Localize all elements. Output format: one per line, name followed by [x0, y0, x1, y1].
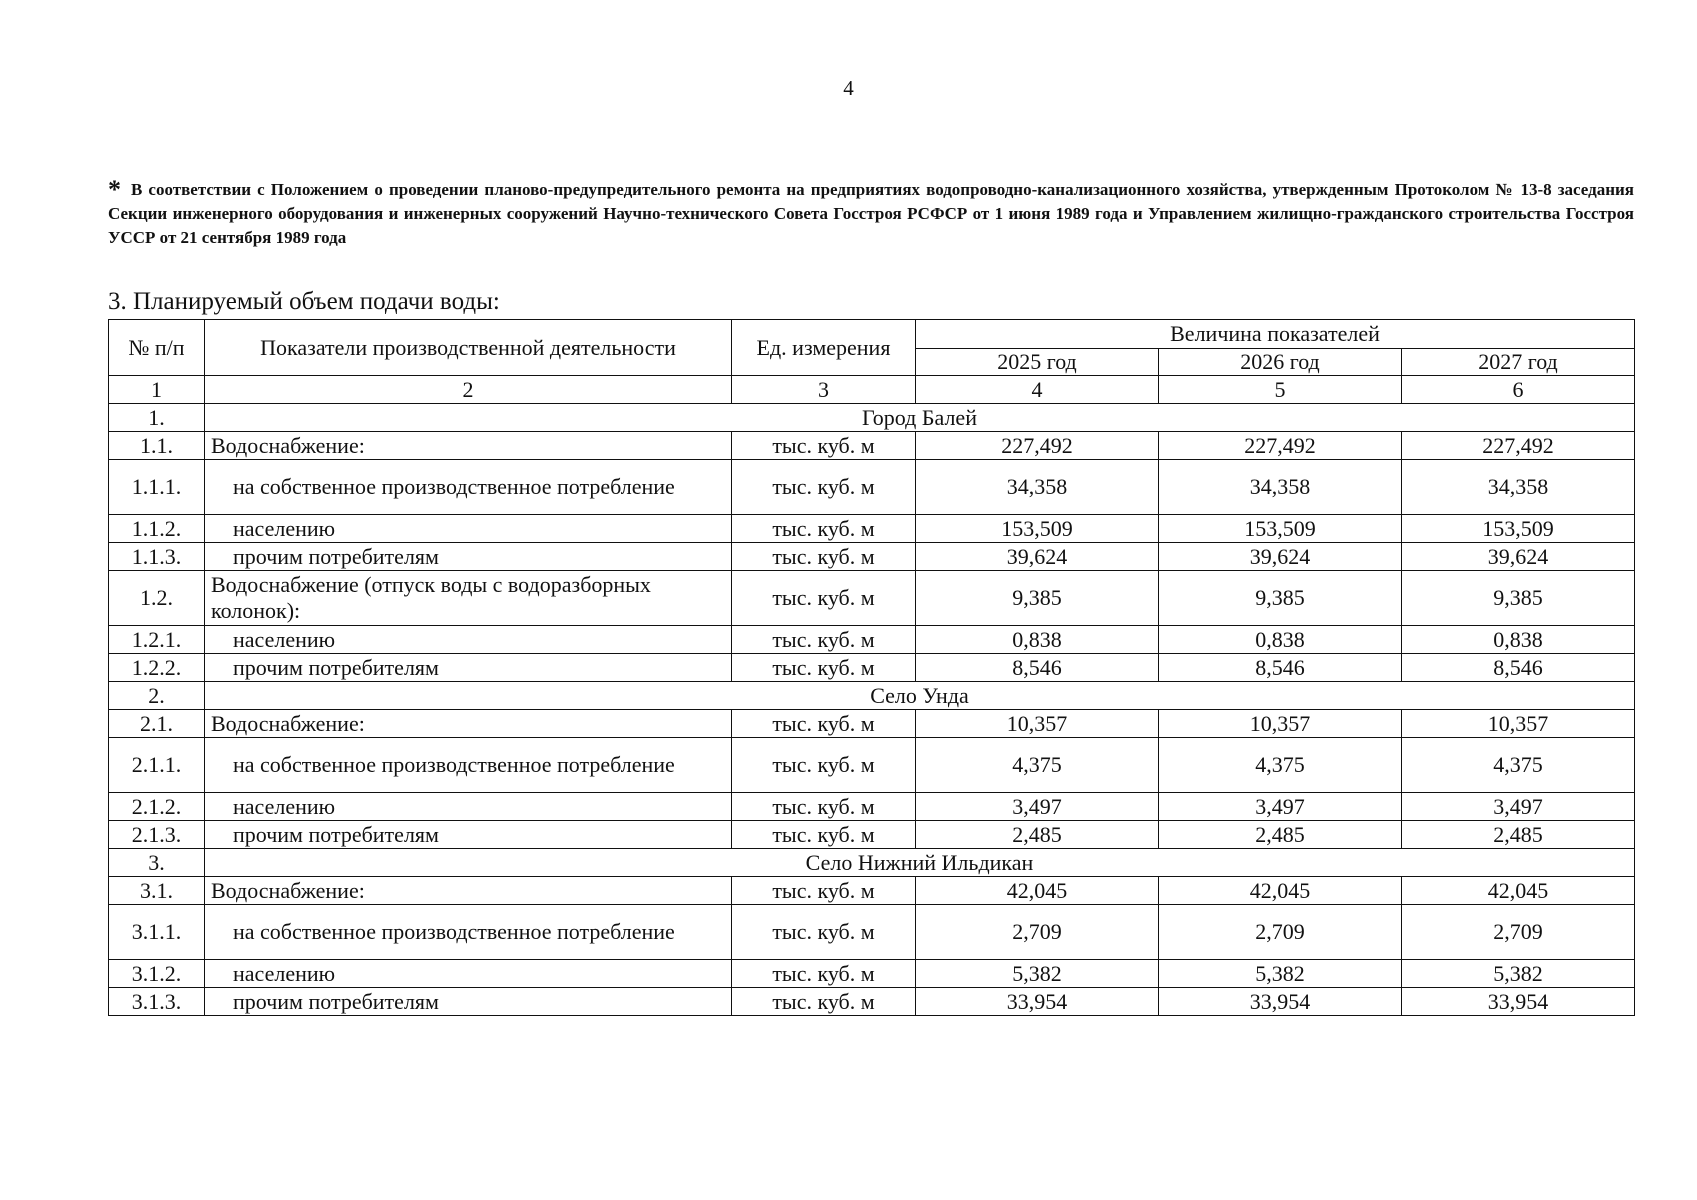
row-value-2025: 153,509	[916, 515, 1159, 543]
row-indicator: на собственное производственное потребление	[205, 905, 732, 960]
row-indicator: на собственное производственное потребление	[205, 738, 732, 793]
row-value-2026: 33,954	[1159, 988, 1402, 1016]
row-value-2026: 153,509	[1159, 515, 1402, 543]
header-indicator: Показатели производственной деятельности	[205, 320, 732, 376]
row-number: 1.1.	[109, 432, 205, 460]
row-value-2025: 5,382	[916, 960, 1159, 988]
row-value-2027: 39,624	[1402, 543, 1635, 571]
group-number: 1.	[109, 404, 205, 432]
header-unit: Ед. измерения	[732, 320, 916, 376]
row-value-2027: 3,497	[1402, 793, 1635, 821]
row-value-2026: 42,045	[1159, 877, 1402, 905]
column-number: 5	[1159, 376, 1402, 404]
row-value-2026: 2,485	[1159, 821, 1402, 849]
footnote-text: В соответствии с Положением о проведении планово-предупредительного ремонта на предприятиях водопроводно-канализационного хозяйства, утвержденным Протоколом № 13-8 заседания Секции инженерного оборудования и инженерных сооружений Научно-технического Совета Госстроя РСФСР от 1 июня 1989 года и Управлением жилищно-гражданского строительства Госстроя УССР от 21 сентября 1989 года	[108, 180, 1634, 247]
row-value-2025: 2,709	[916, 905, 1159, 960]
row-value-2027: 153,509	[1402, 515, 1635, 543]
row-number: 1.2.	[109, 571, 205, 626]
header-num: № п/п	[109, 320, 205, 376]
row-unit: тыс. куб. м	[732, 432, 916, 460]
row-number: 1.1.2.	[109, 515, 205, 543]
column-number: 2	[205, 376, 732, 404]
footnote-star: *	[108, 175, 121, 204]
table-row	[109, 515, 1635, 543]
section-title: 3. Планируемый объем подачи воды:	[108, 288, 500, 315]
column-number: 3	[732, 376, 916, 404]
header-values-group: Величина показателей	[916, 320, 1635, 349]
header-year-2026: 2026 год	[1159, 349, 1402, 376]
table-row	[109, 626, 1635, 654]
row-value-2027: 227,492	[1402, 432, 1635, 460]
row-indicator: Водоснабжение:	[205, 877, 732, 905]
column-number: 6	[1402, 376, 1635, 404]
row-value-2027: 42,045	[1402, 877, 1635, 905]
row-value-2026: 3,497	[1159, 793, 1402, 821]
row-value-2026: 8,546	[1159, 654, 1402, 682]
row-value-2025: 42,045	[916, 877, 1159, 905]
row-value-2025: 33,954	[916, 988, 1159, 1016]
row-value-2025: 4,375	[916, 738, 1159, 793]
row-value-2025: 227,492	[916, 432, 1159, 460]
row-value-2026: 10,357	[1159, 710, 1402, 738]
row-unit: тыс. куб. м	[732, 960, 916, 988]
header-year-2027: 2027 год	[1402, 349, 1635, 376]
row-indicator: населению	[205, 793, 732, 821]
row-value-2025: 2,485	[916, 821, 1159, 849]
row-value-2027: 8,546	[1402, 654, 1635, 682]
row-unit: тыс. куб. м	[732, 793, 916, 821]
table-row	[109, 710, 1635, 738]
row-number: 3.1.	[109, 877, 205, 905]
table-row	[109, 905, 1635, 960]
row-unit: тыс. куб. м	[732, 543, 916, 571]
row-value-2025: 3,497	[916, 793, 1159, 821]
row-indicator: Водоснабжение:	[205, 710, 732, 738]
row-unit: тыс. куб. м	[732, 710, 916, 738]
row-indicator: населению	[205, 960, 732, 988]
row-value-2025: 10,357	[916, 710, 1159, 738]
group-title: Село Унда	[205, 682, 1635, 710]
group-number: 2.	[109, 682, 205, 710]
row-value-2026: 9,385	[1159, 571, 1402, 626]
row-indicator: населению	[205, 515, 732, 543]
row-value-2027: 2,485	[1402, 821, 1635, 849]
row-value-2025: 39,624	[916, 543, 1159, 571]
group-title: Город Балей	[205, 404, 1635, 432]
row-value-2027: 0,838	[1402, 626, 1635, 654]
row-value-2027: 5,382	[1402, 960, 1635, 988]
table-row	[109, 543, 1635, 571]
table-body	[109, 376, 1635, 1016]
table-row	[109, 821, 1635, 849]
column-numbers-row	[109, 376, 1635, 404]
page-number: 4	[843, 76, 854, 100]
row-value-2027: 33,954	[1402, 988, 1635, 1016]
row-value-2025: 8,546	[916, 654, 1159, 682]
row-unit: тыс. куб. м	[732, 571, 916, 626]
row-number: 1.1.1.	[109, 460, 205, 515]
footnote	[108, 175, 1634, 250]
row-indicator: населению	[205, 626, 732, 654]
table-row	[109, 654, 1635, 682]
table-row	[109, 571, 1635, 626]
row-number: 2.1.	[109, 710, 205, 738]
group-row	[109, 682, 1635, 710]
row-number: 1.1.3.	[109, 543, 205, 571]
group-row	[109, 849, 1635, 877]
row-unit: тыс. куб. м	[732, 821, 916, 849]
row-value-2025: 0,838	[916, 626, 1159, 654]
table-row	[109, 988, 1635, 1016]
row-value-2027: 9,385	[1402, 571, 1635, 626]
table-row	[109, 738, 1635, 793]
water-supply-table	[108, 319, 1635, 1016]
group-number: 3.	[109, 849, 205, 877]
row-unit: тыс. куб. м	[732, 626, 916, 654]
group-title: Село Нижний Ильдикан	[205, 849, 1635, 877]
row-indicator: на собственное производственное потребление	[205, 460, 732, 515]
row-number: 1.2.1.	[109, 626, 205, 654]
row-value-2026: 34,358	[1159, 460, 1402, 515]
table-row	[109, 460, 1635, 515]
row-indicator: Водоснабжение (отпуск воды с водоразборных колонок):	[205, 571, 732, 626]
column-number: 1	[109, 376, 205, 404]
row-value-2027: 10,357	[1402, 710, 1635, 738]
row-value-2025: 9,385	[916, 571, 1159, 626]
table-row	[109, 793, 1635, 821]
row-indicator: Водоснабжение:	[205, 432, 732, 460]
row-value-2027: 2,709	[1402, 905, 1635, 960]
table-row	[109, 960, 1635, 988]
row-indicator: прочим потребителям	[205, 988, 732, 1016]
row-number: 2.1.1.	[109, 738, 205, 793]
row-unit: тыс. куб. м	[732, 905, 916, 960]
row-value-2026: 5,382	[1159, 960, 1402, 988]
row-value-2025: 34,358	[916, 460, 1159, 515]
row-number: 2.1.2.	[109, 793, 205, 821]
row-number: 3.1.3.	[109, 988, 205, 1016]
row-indicator: прочим потребителям	[205, 654, 732, 682]
table-row	[109, 877, 1635, 905]
row-unit: тыс. куб. м	[732, 515, 916, 543]
row-value-2026: 227,492	[1159, 432, 1402, 460]
row-number: 2.1.3.	[109, 821, 205, 849]
row-number: 1.2.2.	[109, 654, 205, 682]
row-unit: тыс. куб. м	[732, 460, 916, 515]
row-unit: тыс. куб. м	[732, 877, 916, 905]
row-unit: тыс. куб. м	[732, 654, 916, 682]
row-value-2026: 39,624	[1159, 543, 1402, 571]
row-value-2026: 2,709	[1159, 905, 1402, 960]
row-value-2027: 34,358	[1402, 460, 1635, 515]
row-value-2026: 4,375	[1159, 738, 1402, 793]
row-number: 3.1.1.	[109, 905, 205, 960]
row-indicator: прочим потребителям	[205, 543, 732, 571]
group-row	[109, 404, 1635, 432]
row-value-2026: 0,838	[1159, 626, 1402, 654]
row-unit: тыс. куб. м	[732, 988, 916, 1016]
row-number: 3.1.2.	[109, 960, 205, 988]
table-row	[109, 432, 1635, 460]
column-number: 4	[916, 376, 1159, 404]
row-value-2027: 4,375	[1402, 738, 1635, 793]
row-unit: тыс. куб. м	[732, 738, 916, 793]
header-year-2025: 2025 год	[916, 349, 1159, 376]
row-indicator: прочим потребителям	[205, 821, 732, 849]
